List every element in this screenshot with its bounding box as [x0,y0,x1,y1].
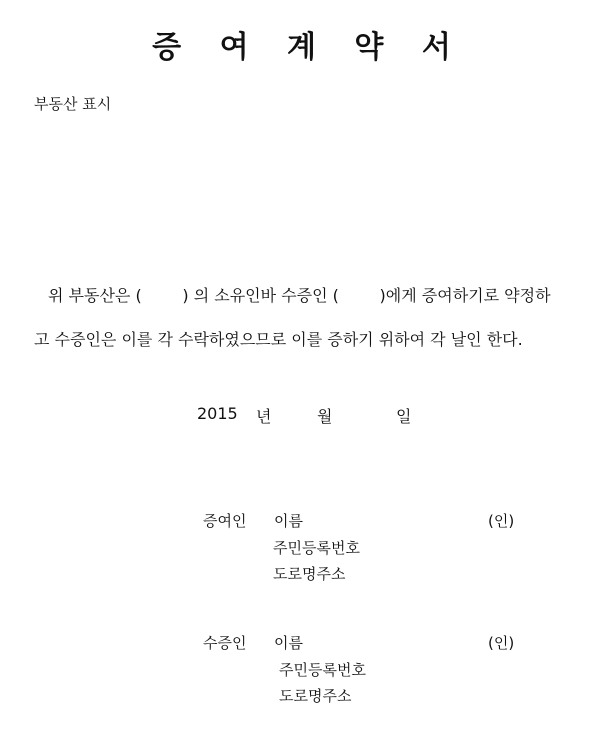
donor-id-label: 주민등록번호 [273,539,360,557]
donor-seal: (인) [488,512,515,530]
donee-seal: (인) [488,634,515,652]
body-line-2: 고 수증인은 이를 각 수락하였으므로 이를 증하기 위하여 각 날인 한다. [34,330,523,349]
donor-address-label: 도로명주소 [273,565,346,583]
donee-role-label: 수증인 [203,634,247,652]
donor-role-label: 증여인 [203,512,247,530]
date-year-unit: 년 [256,407,272,426]
date-day-unit: 일 [396,407,412,426]
donee-id-label: 주민등록번호 [279,661,366,679]
date-month-unit: 월 [317,407,333,426]
property-heading: 부동산 표시 [34,95,112,113]
date-year: 2015 [197,404,238,423]
donee-name-label: 이름 [274,634,303,652]
document-title: 증 여 계 약 서 [152,30,465,65]
donee-address-label: 도로명주소 [279,687,352,705]
body-line-1: 위 부동산은 ( ) 의 소유인바 수증인 ( )에게 증여하기로 약정하 [48,286,551,305]
donor-name-label: 이름 [274,512,303,530]
